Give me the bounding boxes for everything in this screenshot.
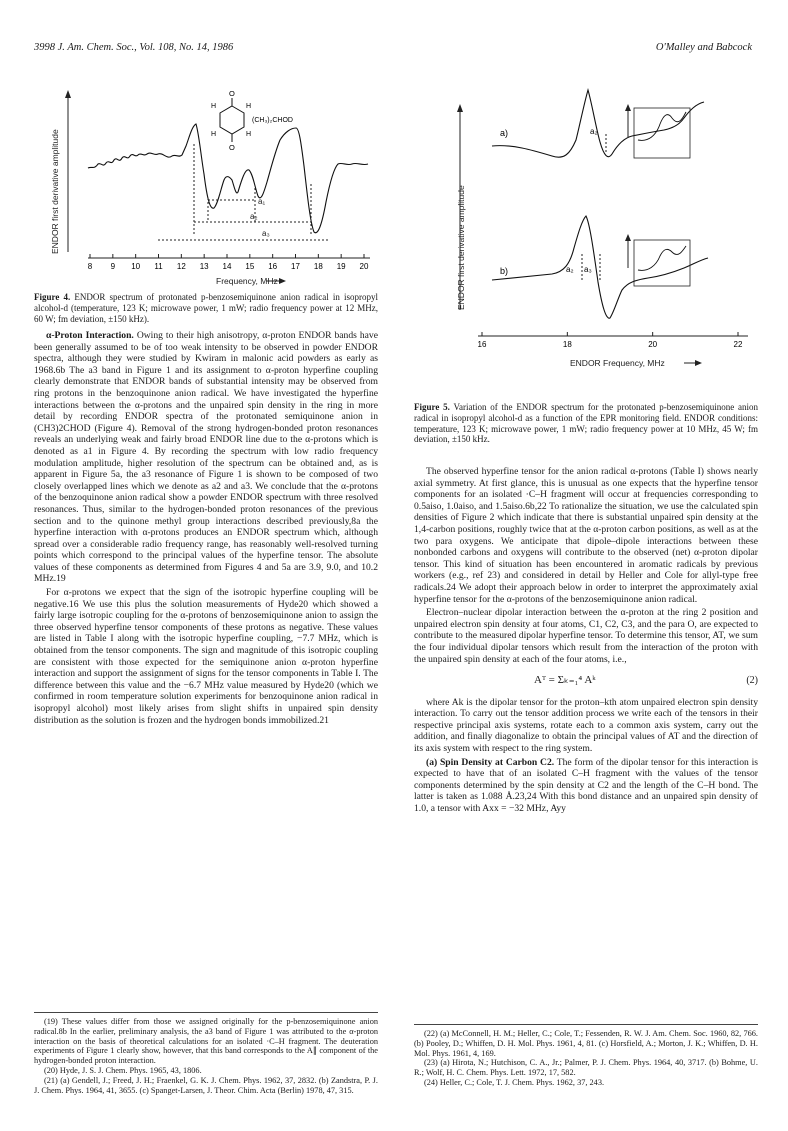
- figure-4-label-a2: a₂: [250, 212, 258, 221]
- figure-4-tick-label: 20: [359, 262, 369, 271]
- figure-5-xlabel: ENDOR Frequency, MHz: [570, 358, 665, 368]
- right-paragraph-3: where Ak is the dipolar tensor for the proton–kth atom unpaired electron spin density interaction. To carry out the tensor addition process we write each of the tensors in their respective principal axis systems, rotate each to a common axis system, carry out the addition, and finally diagonalize to obtain the principal values of AT and the direction of its axis system with respect to the ring system.: [414, 696, 758, 755]
- figure-5-panel-b-label: b): [500, 266, 509, 276]
- figure-4-caption-text: ENDOR spectrum of protonated p-benzosemiquinone anion radical in isopropyl alcohol-d (temperature, 123 K; microwave power, 1 mW; radio frequency power at 12 MHz, 60 W; fm deviation, ±150 kHz).: [34, 292, 378, 324]
- footnotes-left: [34, 1012, 378, 1095]
- figure-5-ylabel: ENDOR first derivative amplitude: [456, 185, 466, 310]
- figure-5-caption-text: Variation of the ENDOR spectrum for the protonated p-benzosemiquinone anion radical in isopropyl alcohol-d as a function of the EPR monitoring field. ENDOR conditions: temperature, 123 K; microwave power, 1 mW; radio frequency power at 10 MHz, 45 W; fm deviation, ±150 kHz.: [414, 402, 758, 445]
- figure-4-label-a1: a₁: [258, 197, 266, 206]
- equation-2-body: Aᵀ = Σₖ₌₁⁴ Aᵏ: [534, 674, 596, 687]
- figure-4-tick-label: 13: [199, 262, 209, 271]
- equation-2: [414, 675, 758, 687]
- figure-4-caption: [34, 292, 378, 324]
- molecule-substituent: (CH₃)₂CHOD: [252, 117, 293, 124]
- left-paragraph-2: For α-protons we expect that the sign of the isotropic hyperfine coupling will be negative.16 We use this plus the solution measurements of Hyde20 which showed a fairly large isotropic coupling for the α-protons of benzosemiquinone anion to assign the three observed hyperfine tensor components of these protons as negative. These values are listed in Table I along with the isotropic hyperfine coupling, −7.7 MHz, which is obtained from the tensor components. The sign and magnitude of this isotropic coupling are consistent with those expected for the semiquinone anion α-proton hyperfine interaction and support the assignment of signs for the tensor components in Table I. The difference between this value and the −6.7 MHz value measured by Hyde20 (which we confirmed in room temperature solution experiments for benzoquinone anion radical in isopropyl alcohol) most likely arises from slight shifts in unpaired spin density distribution as the solution is frozen and the hydrogen bonds immobilized.21: [34, 587, 378, 726]
- footnotes-right: [414, 1024, 758, 1088]
- right-paragraph-2: Electron–nuclear dipolar interaction between the α-proton at the ring 2 position and unpaired electron spin density at four atoms, C1, C2, C3, and the para O, are expected to contribute to the measured dipolar hyperfine tensor. To determine this tensor, AT, we sum the four individual dipolar tensors which result from the interaction of the proton with the unpaired spin density at each of the four atoms, i.e.,: [414, 607, 758, 665]
- figure-4-caption-label: Figure 4.: [34, 292, 71, 302]
- footnote-24: (24) Heller, C.; Cole, T. J. Chem. Phys. 1962, 37, 243.: [424, 1077, 605, 1087]
- footnote-21: (21) (a) Gendell, J.; Freed, J. H.; Fraenkel, G. K. J. Chem. Phys. 1962, 37, 2832. (b) Zandstra, P. J. J. Chem. Phys. 1964, 41, 3655. (c) Spanget-Larsen, J. Theor. Chim. Acta (Berlin) 1978, 47, 315.: [34, 1075, 378, 1095]
- figure-5-panel-a-label: a): [500, 128, 509, 138]
- figure-5-tick-label: 20: [648, 340, 658, 349]
- figure-4-tick-label: 17: [291, 262, 300, 271]
- figure-5-tick-label: 18: [562, 340, 572, 349]
- molecule-h-bottom-left: H: [211, 131, 217, 138]
- equation-2-number: (2): [746, 675, 758, 687]
- footnote-22: (22) (a) McConnell, H. M.; Heller, C.; Cole, T.; Fessenden, R. W. J. Am. Chem. Soc. 1960, 82, 766. (b) Pooley, D.; Whiffen, D. H. Mol. Phys. 1961, 4, 81. (c) Horsfield, A.; Morton, J. K.; Whiffen, D. H. Mol. Phys. 1961, 4, 169.: [414, 1029, 758, 1058]
- figure-5: [452, 84, 752, 400]
- running-header-right: O'Malley and Babcock: [655, 42, 752, 53]
- right-paragraph-1: The observed hyperfine tensor for the anion radical α-protons (Table I) shows nearly axial symmetry. At first glance, this is unusual as one expects that the hyperfine tensor components for an isolated ·C–H fragment will occur at frequencies corresponding to 0.5aiso, 1.0aiso, and 1.5aiso.6b,22 To rationalize the situation, we use the calculated spin densities of Figure 2 which indicate that there is substantial unpaired spin density at the 1,4-carbon positions, roughly twice that at the α-proton carbon positions, as well as at the two para oxygens. We anticipate that dipole–dipole interactions between these nonbonded carbons and oxygens will contribute to the observed (net) α-proton dipolar tensor. This kind of situation has been encountered in aromatic radicals by previous workers (e.g., ref 23) and considered in detail by Heller and Cole for allyl-type free radicals.24 We adopt their approach below in order to interpret the approximately axial hyperfine tensor for the α-protons of the benzosemiquinone anion radical.: [414, 466, 758, 605]
- figure-4-plot: [48, 84, 378, 290]
- figure-5-panel-b-peak-a2: a₂: [566, 265, 574, 274]
- figure-5-panel-a-peak-a2: a₂: [590, 127, 598, 136]
- footnote-23: (23) (a) Hirota, N.; Hutchison, C. A., Jr.; Palmer, P. J. Chem. Phys. 1964, 40, 3717. (b) Bohme, U. R.; Wolf, H. C. Chem. Phys. Lett. 1972, 17, 582.: [414, 1058, 758, 1078]
- figure-4-xlabel: Frequency, MHz: [216, 276, 278, 286]
- molecule-h-bottom-right: H: [246, 131, 252, 138]
- figure-4-tick-label: 8: [87, 262, 93, 271]
- figure-4-tick-label: 16: [268, 262, 278, 271]
- figure-5-tick-label: 16: [477, 340, 487, 349]
- molecule-bottom-oxygen: O: [229, 143, 235, 152]
- footnote-20: (20) Hyde, J. S. J. Chem. Phys. 1965, 43, 1806.: [44, 1065, 202, 1075]
- figure-5-caption-label: Figure 5.: [414, 402, 450, 412]
- section-c2-heading: (a) Spin Density at Carbon C2.: [426, 756, 555, 768]
- figure-4-tick-label: 10: [131, 262, 141, 271]
- figure-5-panel-b-peak-a3: a₃: [584, 265, 592, 274]
- running-header-left: 3998 J. Am. Chem. Soc., Vol. 108, No. 14, 1986: [34, 42, 234, 53]
- figure-4-tick-label: 12: [176, 262, 186, 271]
- molecule-top-oxygen: O: [229, 89, 235, 98]
- left-paragraph-1-text: Owing to their high anisotropy, α-proton ENDOR bands have been generally assumed to be of too weak intensity to be observed in powder ENDOR spectra, although they were studied by Kwiram in malonic acid powders as early as 1968.6b The a3 band in Figure 1 and its assignment to α-proton hyperfine coupling clearly demonstrate that ENDOR bands of substantial intensity may be observed from ring protons in the benzoquinone anion radical. We have investigated the hyperfine interactions between the α-protons and the unpaired spin density in the ring in more detail by recording ENDOR spectra of the protonated semiquinone anion in (CH3)2CHOD (Figure 4). Removal of the strong hydrogen-bonded proton resonances reveals an underlying weak and fairly broad ENDOR line due to the α-protons which is denoted as a1 in Figure 4. By recording the spectrum with low radio frequency modulation amplitude, higher resolution of the spectrum can be obtained and, as is apparent in Figure 5a, the a3 resonance of Figure 1 is shown to be composed of two closely overlapped lines which we denote as a2 and a3. We conclude that the α-protons of the benzoquinone anion radical show a powder ENDOR spectrum with three resolved resonances. Thus, similar to the hydrogen-bonded proton resonances of the previous section and to the quinone methyl group interactions described previously,8a the hyperfine interaction with α-protons produces an ENDOR spectrum which, although spread over a considerable radio frequency range, has reasonably well-resolved turning points which correspond to the principal values of the hyperfine tensor. The absolute values of these components as determined from Figures 4 and 5a are 3.9, 9.0, and 10.2 MHz.19: [34, 330, 378, 585]
- figure-4-spectrum-trace: [88, 124, 368, 233]
- figure-4-tick-label: 19: [336, 262, 346, 271]
- molecule-h-top-right: H: [246, 103, 252, 110]
- figure-4-tick-label: 18: [313, 262, 323, 271]
- benzosemiquinone-structure: [211, 89, 293, 152]
- figure-4: [48, 84, 378, 290]
- figure-5-caption: [414, 402, 758, 445]
- left-paragraph-1: [34, 330, 378, 585]
- figure-4-tick-label: 15: [245, 262, 255, 271]
- molecule-h-top-left: H: [211, 103, 217, 110]
- right-paragraph-4: [414, 757, 758, 815]
- figure-4-tick-label: 11: [154, 262, 163, 271]
- right-column-body: [414, 466, 758, 815]
- figure-5-plot: [452, 84, 752, 400]
- footnote-19: (19) These values differ from those we assigned originally for the p-benzosemiquinone anion radical.8b In the earlier, preliminary analysis, the a3 band of Figure 1 was attributed to the α-proton interaction on the basis of theoretical calculations for an isolated ·C–H fragment. The deuteration experiments of Figure 1 clearly show, however, that this band corresponds to the A∥ component of the hydrogen-bonded proton interaction.: [34, 1017, 378, 1066]
- section-alpha-proton-heading: α-Proton Interaction.: [46, 330, 134, 341]
- right-paragraph-4-text: The form of the dipolar tensor for this interaction is expected to have that of an isolated C–H fragment with the values of the tensor components determined by the spin density at C2 and the length of the C–H bond. The latter is taken as 1.088 Å.23,24 With this bond distance and an unpaired spin density of 1.0, a tensor with Axx = −32 MHz, Ayy: [414, 756, 758, 815]
- figure-4-ylabel: ENDOR first derivative amplitude: [50, 129, 60, 254]
- figure-5-panel-a-trace: [492, 90, 704, 157]
- left-column-body: [34, 330, 378, 726]
- figure-4-label-a3: a₃: [262, 229, 270, 238]
- figure-4-tick-label: 14: [222, 262, 232, 271]
- figure-4-tick-label: 9: [110, 262, 116, 271]
- figure-5-tick-label: 22: [733, 340, 743, 349]
